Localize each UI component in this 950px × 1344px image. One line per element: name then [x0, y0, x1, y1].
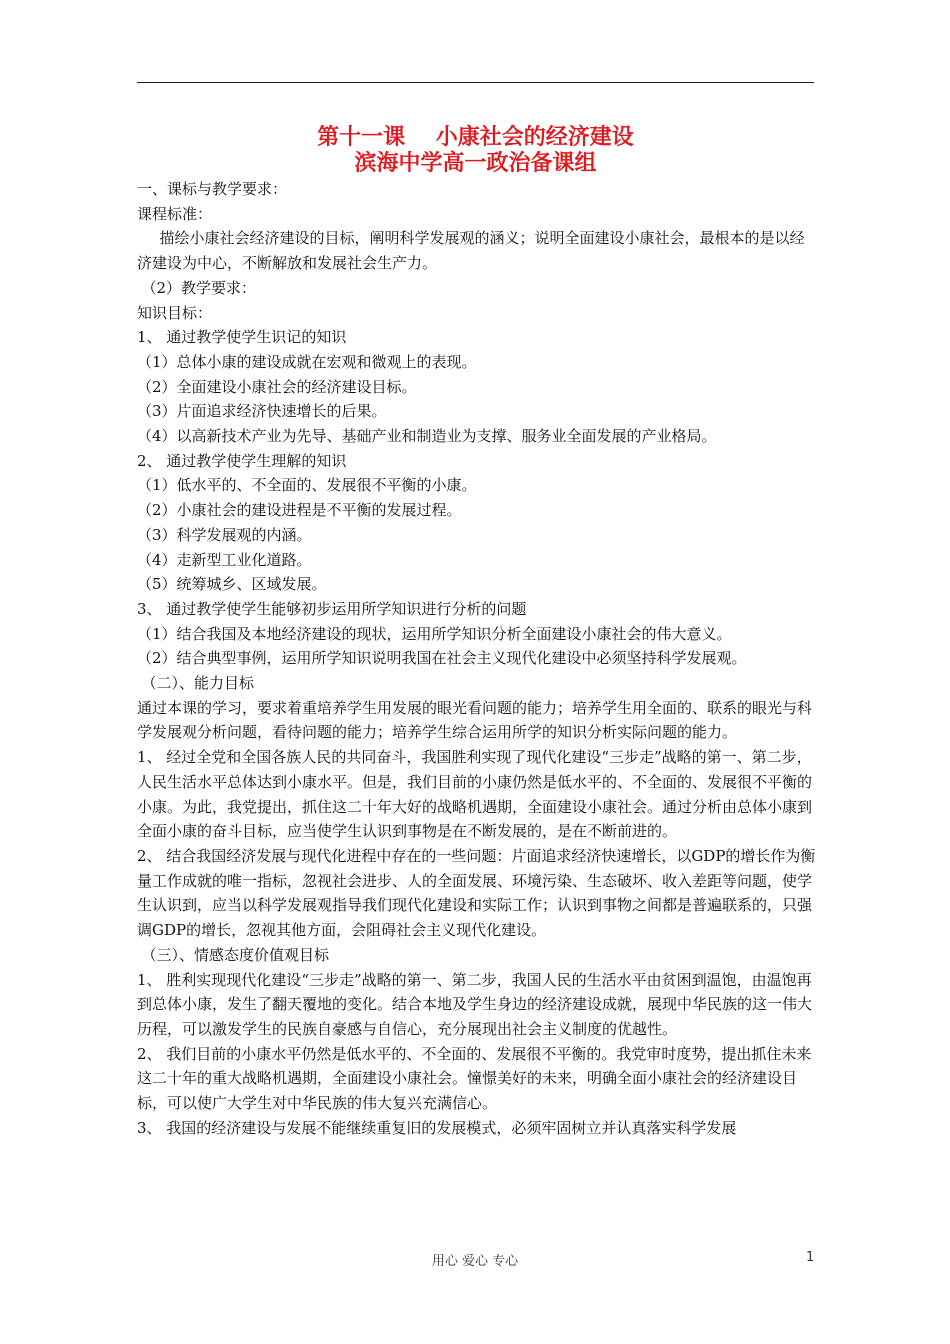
paragraph: 3、 通过教学使学生能够初步运用所学知识进行分析的问题 — [137, 599, 527, 618]
paragraph: 3、 我国的经济建设与发展不能继续重复旧的发展模式，必须牢固树立并认真落实科学发展 — [137, 1118, 737, 1137]
paragraph: 1、 经过全党和全国各族人民的共同奋斗，我国胜利实现了现代化建设“三步走”战略的第一、第二步，人民生活水平总体达到小康水平。但是，我们目前的小康仍然是低水平的、不全面的、发展很不平衡的小康。为此，我党提出，抓住这二十年大好的战略机遇期，全面建设小康社会。通过分析由总体小康到全面小康的奋斗目标，应当使学生认识到事物是在不断发展的，是在不断前进的。 — [137, 748, 813, 841]
paragraph: 一、课标与教学要求： — [137, 180, 288, 198]
paragraph: 1、 胜利实现现代化建设“三步走”战略的第一、第二步，我国人民的生活水平由贫困到温饱，由温饱再到总体小康，发生了翻天覆地的变化。结合本地及学生身边的经济建设成就，展现中华民族的这一伟大历程，可以激发学生的民族自豪感与自信心，充分展现出社会主义制度的优越性。 — [137, 970, 813, 1038]
page-number: 1 — [806, 1250, 815, 1265]
footer-slogan: 用心 爱心 专心 — [431, 1254, 519, 1269]
paragraph: （1）总体小康的建设成就在宏观和微观上的表现。 — [137, 352, 477, 371]
paragraph: 知识目标： — [137, 303, 213, 322]
paragraph: 描绘小康社会经济建设的目标，阐明科学发展观的涵义；说明全面建设小康社会，最根本的是以经济建设为中心，不断解放和发展社会生产力。 — [137, 229, 805, 273]
lesson-title: 第十一课 小康社会的经济建设 — [317, 124, 634, 150]
header-rule — [137, 82, 814, 83]
paragraph: （4）以高新技术产业为先导、基础产业和制造业为支撑、服务业全面发展的产业格局。 — [137, 427, 717, 446]
paragraph: （2）教学要求： — [141, 278, 257, 297]
paragraph: 课程标准： — [137, 204, 213, 223]
paragraph: 2、 结合我国经济发展与现代化进程中存在的一些问题：片面追求经济快速增长，以GDP的增长作为衡量工作成就的唯一指标，忽视社会进步、人的全面发展、环境污染、生态破坏、收入差距等问题，使学生认识到，应当以科学发展观指导我们现代化建设和实际工作；认识到事物之间都是普遍联系的，只强调GDP的增长，忽视其他方面，会阻碍社会主义现代化建设。 — [137, 846, 816, 940]
paragraph: （二）、能力目标 — [141, 674, 255, 693]
paragraph: （2）小康社会的建设进程是不平衡的发展过程。 — [137, 501, 462, 520]
paragraph: （4）走新型工业化道路。 — [137, 550, 312, 569]
paragraph: （2）全面建设小康社会的经济建设目标。 — [137, 377, 417, 396]
paragraph: 1、 通过教学使学生识记的知识 — [137, 328, 347, 347]
document-body — [137, 177, 817, 1140]
paragraph: 2、 我们目前的小康水平仍然是低水平的、不全面的、发展很不平衡的。我党审时度势，提出抓住未来这二十年的重大战略机遇期，全面建设小康社会。憧憬美好的未来，明确全面小康社会的经济建设目标，可以使广大学生对中华民族的伟大复兴充满信心。 — [137, 1044, 812, 1113]
paragraph: （1）结合我国及本地经济建设的现状，运用所学知识分析全面建设小康社会的伟大意义。 — [137, 624, 732, 643]
lesson-subtitle: 滨海中学高一政治备课组 — [354, 150, 597, 176]
paragraph: （5）统筹城乡、区域发展。 — [137, 575, 327, 594]
paragraph: （1）低水平的、不全面的、发展很不平衡的小康。 — [137, 476, 477, 495]
paragraph: （3）片面追求经济快速增长的后果。 — [137, 402, 387, 421]
paragraph: （2）结合典型事例，运用所学知识说明我国在社会主义现代化建设中必须坚持科学发展观。 — [137, 649, 747, 668]
paragraph: （3）科学发展观的内涵。 — [137, 525, 312, 544]
paragraph: 2、 通过教学使学生理解的知识 — [137, 451, 347, 470]
paragraph: （三）、情感态度价值观目标 — [141, 945, 330, 964]
paragraph: 通过本课的学习，要求着重培养学生用发展的眼光看问题的能力；培养学生用全面的、联系的眼光与科学发展观分析问题，看待问题的能力；培养学生综合运用所学的知识分析实际问题的能力。 — [137, 698, 813, 742]
